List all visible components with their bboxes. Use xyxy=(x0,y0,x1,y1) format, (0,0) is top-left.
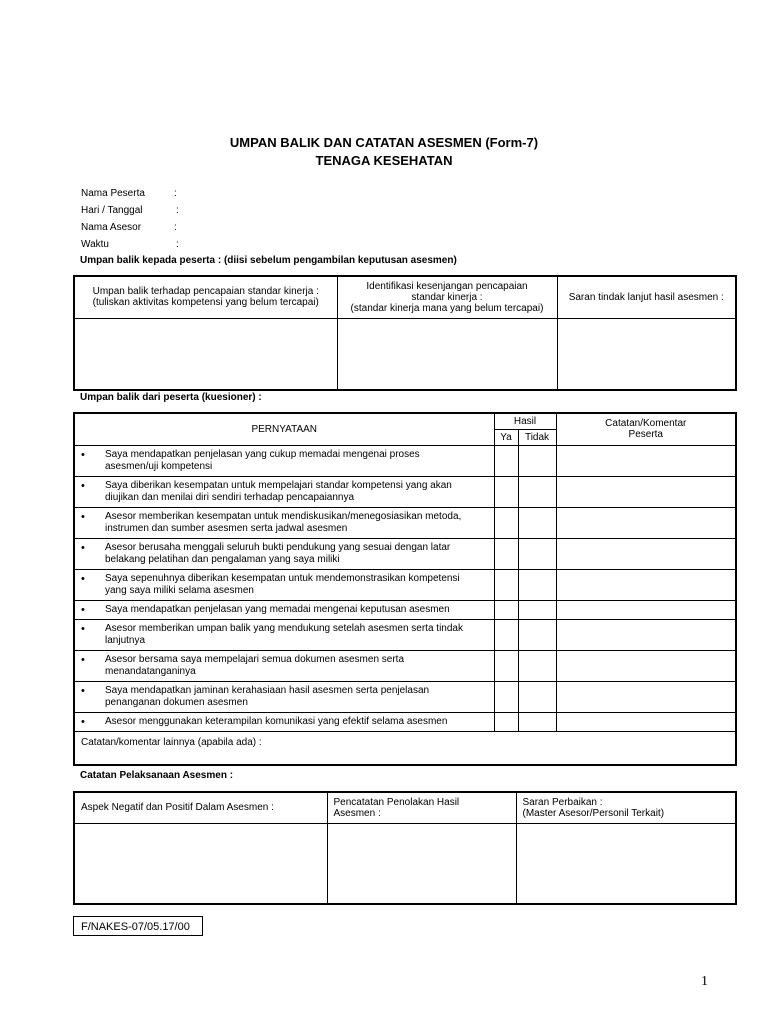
table-row xyxy=(74,507,736,538)
assessment-notes-table xyxy=(73,791,737,905)
statement-text: penanganan dokumen asesmen xyxy=(105,696,248,708)
statement-cell xyxy=(74,681,494,712)
notes-cell[interactable] xyxy=(556,538,736,569)
section2-heading: Umpan balik dari peserta (kuesioner) : xyxy=(80,392,262,403)
table-header-row xyxy=(74,413,736,429)
input-cell[interactable] xyxy=(327,823,516,904)
header-text: (standar kinerja mana yang belum tercapai) xyxy=(350,302,544,314)
table-row xyxy=(74,681,736,712)
statement-cell xyxy=(74,538,494,569)
statement-text: • Saya mendapatkan penjelasan yang memadai mengenai keputusan asesmen xyxy=(105,603,450,615)
col-header-improvement xyxy=(516,792,736,823)
input-cell[interactable] xyxy=(74,823,327,904)
no-checkbox-cell[interactable] xyxy=(518,476,556,507)
col-header-statement: PERNYATAAN xyxy=(74,413,494,445)
no-checkbox-cell[interactable] xyxy=(518,600,556,619)
col-header-follow-up: Saran tindak lanjut hasil asesmen : xyxy=(557,276,736,318)
statement-text: diujikan dan menilai diri sendiri terhadap pencapaiannya xyxy=(105,491,355,503)
input-cell[interactable] xyxy=(337,318,557,390)
header-text: Saran Perbaikan : xyxy=(522,796,603,808)
no-checkbox-cell[interactable] xyxy=(518,681,556,712)
no-checkbox-cell[interactable] xyxy=(518,712,556,731)
table-row xyxy=(74,712,736,731)
statement-text: • Asesor menggunakan keterampilan komunikasi yang efektif selama asesmen xyxy=(105,715,448,727)
other-notes-field[interactable]: Catatan/komentar lainnya (apabila ada) : xyxy=(74,731,736,765)
statement-cell xyxy=(74,507,494,538)
header-text: Peserta xyxy=(628,429,663,441)
header-text: standar kinerja : xyxy=(411,291,483,303)
info-separator: : xyxy=(176,205,179,216)
statement-cell xyxy=(74,600,494,619)
statement-cell xyxy=(74,712,494,731)
col-header-feedback xyxy=(74,276,337,318)
info-label: Nama Peserta xyxy=(81,188,145,199)
section1-heading: Umpan balik kepada peserta : (diisi sebelum pengambilan keputusan asesmen) xyxy=(80,255,457,266)
section3-heading: Catatan Pelaksanaan Asesmen : xyxy=(80,770,234,781)
statement-cell xyxy=(74,445,494,476)
no-checkbox-cell[interactable] xyxy=(518,507,556,538)
info-separator: : xyxy=(174,222,177,233)
table-row xyxy=(74,445,736,476)
statement-text: instrumen dan sumber asesmen serta jadwal asesmen xyxy=(105,522,348,534)
col-header-result: Hasil xyxy=(494,413,556,429)
table-row xyxy=(74,569,736,600)
header-text: Umpan balik terhadap pencapaian standar kinerja : xyxy=(92,286,319,298)
yes-checkbox-cell[interactable] xyxy=(494,445,518,476)
no-checkbox-cell[interactable] xyxy=(518,445,556,476)
notes-cell[interactable] xyxy=(556,569,736,600)
yes-checkbox-cell[interactable] xyxy=(494,538,518,569)
no-checkbox-cell[interactable] xyxy=(518,569,556,600)
notes-cell[interactable] xyxy=(556,681,736,712)
table-header-row xyxy=(74,792,736,823)
statement-text: lanjutnya xyxy=(105,634,146,646)
form-subtitle: TENAGA KESEHATAN xyxy=(315,153,453,168)
statement-text: belakang pelatihan dan pengalaman yang saya miliki xyxy=(105,553,340,565)
notes-cell[interactable] xyxy=(556,507,736,538)
info-row-hari-tanggal xyxy=(81,205,179,216)
input-cell[interactable] xyxy=(74,318,337,390)
statement-cell xyxy=(74,476,494,507)
statement-text: • Saya mendapatkan penjelasan yang cukup memadai mengenai proses xyxy=(105,448,420,460)
statement-text: • Asesor memberikan kesempatan untuk mendiskusikan/menegosiasikan metoda, xyxy=(105,510,462,522)
info-label: Nama Asesor xyxy=(81,222,142,233)
notes-cell[interactable] xyxy=(556,619,736,650)
statement-text: menandatanganinya xyxy=(105,665,196,677)
info-row-nama-asesor xyxy=(81,222,177,233)
form-title: UMPAN BALIK DAN CATATAN ASESMEN (Form-7) xyxy=(229,135,539,150)
col-header-gap xyxy=(337,276,557,318)
statement-text: asesmen/uji kompetensi xyxy=(105,460,213,472)
col-header-no: Tidak xyxy=(518,429,556,445)
statement-text: • Saya diberikan kesempatan untuk mempelajari standar kompetensi yang akan xyxy=(105,479,452,491)
notes-cell[interactable] xyxy=(556,600,736,619)
input-cell[interactable] xyxy=(516,823,736,904)
other-notes-row xyxy=(74,731,736,765)
col-header-yes: Ya xyxy=(494,429,518,445)
header-text: (tuliskan aktivitas kompetensi yang belum tercapai) xyxy=(92,297,319,309)
statement-text: • Asesor bersama saya mempelajari semua dokumen asesmen serta xyxy=(105,653,405,665)
page-number: 1 xyxy=(701,974,708,989)
info-label: Waktu xyxy=(81,239,109,250)
col-header-rejection xyxy=(327,792,516,823)
statement-text: • Saya mendapatkan jaminan kerahasiaan hasil asesmen serta penjelasan xyxy=(105,684,430,696)
info-row-waktu xyxy=(81,239,179,250)
table-row xyxy=(74,619,736,650)
info-row-nama-peserta xyxy=(81,188,177,199)
notes-cell[interactable] xyxy=(556,476,736,507)
yes-checkbox-cell[interactable] xyxy=(494,681,518,712)
no-checkbox-cell[interactable] xyxy=(518,650,556,681)
table-row xyxy=(74,650,736,681)
header-text: Pencatatan Penolakan Hasil xyxy=(333,796,460,808)
header-text: Catatan/Komentar xyxy=(605,418,687,430)
statement-text: • Saya sepenuhnya diberikan kesempatan untuk mendemonstrasikan kompetensi xyxy=(105,572,460,584)
yes-checkbox-cell[interactable] xyxy=(494,569,518,600)
notes-cell[interactable] xyxy=(556,445,736,476)
col-header-aspects: Aspek Negatif dan Positif Dalam Asesmen : xyxy=(74,792,327,823)
header-text: (Master Asesor/Personil Terkait) xyxy=(522,807,665,819)
notes-cell[interactable] xyxy=(556,650,736,681)
no-checkbox-cell[interactable] xyxy=(518,619,556,650)
statement-text: yang saya miliki selama asesmen xyxy=(105,584,254,596)
form-code: F/NAKES-07/05.17/00 xyxy=(73,916,203,936)
no-checkbox-cell[interactable] xyxy=(518,538,556,569)
statement-text: • Asesor memberikan umpan balik yang mendukung setelah asesmen serta tindak xyxy=(105,622,463,634)
yes-checkbox-cell[interactable] xyxy=(494,600,518,619)
yes-checkbox-cell[interactable] xyxy=(494,507,518,538)
table-row xyxy=(74,538,736,569)
yes-checkbox-cell[interactable] xyxy=(494,650,518,681)
table-row xyxy=(74,318,736,390)
statement-cell xyxy=(74,619,494,650)
statement-cell xyxy=(74,650,494,681)
info-separator: : xyxy=(174,188,177,199)
yes-checkbox-cell[interactable] xyxy=(494,619,518,650)
statement-cell xyxy=(74,569,494,600)
table-header-row xyxy=(74,276,736,318)
table-row xyxy=(74,476,736,507)
info-label: Hari / Tanggal xyxy=(81,205,143,216)
header-text: Identifikasi kesenjangan pencapaian xyxy=(366,280,528,292)
notes-cell[interactable] xyxy=(556,712,736,731)
yes-checkbox-cell[interactable] xyxy=(494,712,518,731)
table-row xyxy=(74,600,736,619)
input-cell[interactable] xyxy=(557,318,736,390)
col-header-notes xyxy=(556,413,736,445)
feedback-to-participant-table xyxy=(73,275,737,391)
questionnaire-table xyxy=(73,412,737,766)
table-row xyxy=(74,823,736,904)
statement-text: • Asesor berusaha menggali seluruh bukti pendukung yang sesuai dengan latar xyxy=(105,541,451,553)
info-separator: : xyxy=(176,239,179,250)
yes-checkbox-cell[interactable] xyxy=(494,476,518,507)
header-text: Asesmen : xyxy=(333,807,381,819)
